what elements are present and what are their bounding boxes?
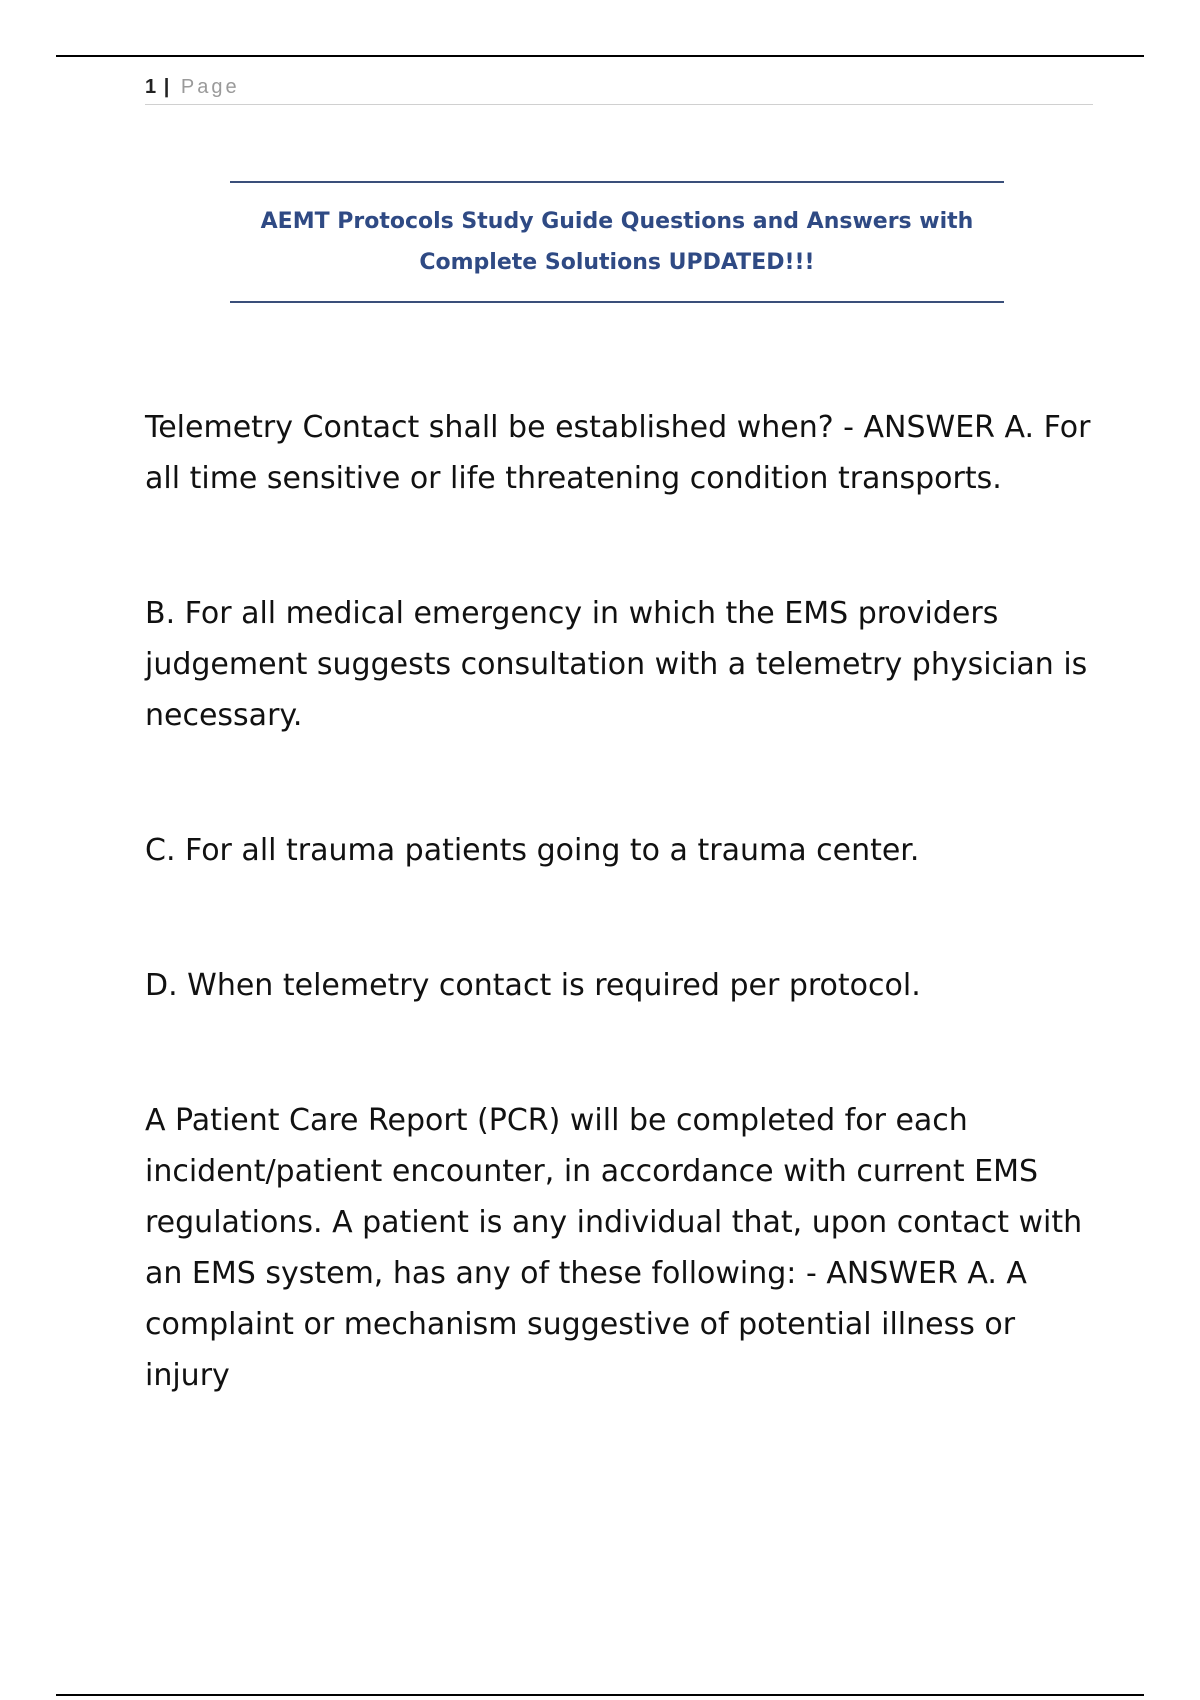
- page-number: 1: [145, 76, 157, 98]
- document-title-line-1: AEMT Protocols Study Guide Questions and Answers with: [260, 209, 974, 234]
- page-bottom-rule: [56, 1694, 1144, 1696]
- document-body: [145, 402, 1095, 1485]
- answer-option-b: B. For all medical emergency in which the EMS providers judgement suggests consultation with a telemetry physician is necessary.: [145, 596, 1088, 733]
- title-block: [230, 181, 1004, 303]
- page-header: [145, 74, 1093, 105]
- question-patient-care-report: A Patient Care Report (PCR) will be completed for each incident/patient encounter, in accordance with current EMS regulations. A patient is any individual that, upon contact with an EMS system, has any of these following: - ANSWER A. A complaint or mechanism suggestive of potential illness or injury: [145, 1103, 1083, 1393]
- document-title-line-2: Complete Solutions UPDATED!!!: [419, 250, 815, 275]
- page-label: Page: [180, 76, 240, 98]
- page-separator: |: [163, 76, 170, 98]
- question-telemetry-contact: Telemetry Contact shall be established when? - ANSWER A. For all time sensitive or life threatening condition transports.: [145, 410, 1091, 496]
- document-title: [255, 201, 980, 283]
- answer-option-c: C. For all trauma patients going to a trauma center.: [145, 833, 920, 868]
- answer-option-d: D. When telemetry contact is required per protocol.: [145, 968, 921, 1003]
- page-top-rule: [56, 55, 1144, 57]
